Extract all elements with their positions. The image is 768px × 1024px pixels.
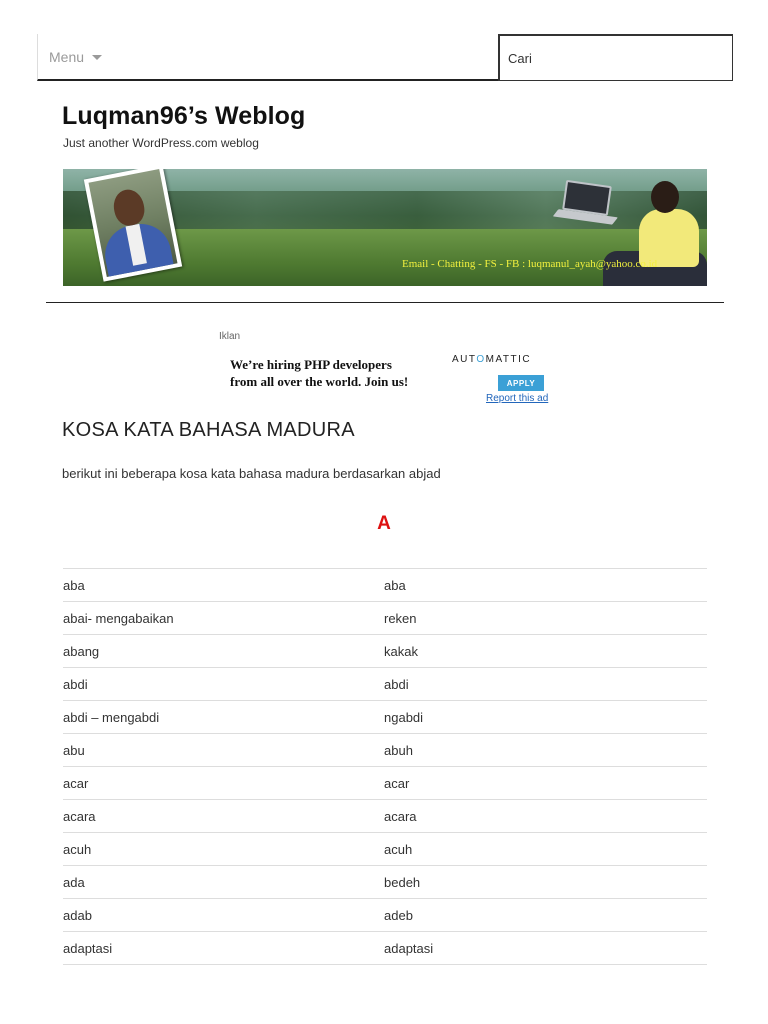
indonesian-word: abang — [63, 635, 384, 668]
indonesian-word: abdi — [63, 668, 384, 701]
madurese-word: abuh — [384, 734, 707, 767]
search-input[interactable] — [508, 51, 732, 66]
ad-brand-logo[interactable] — [452, 354, 531, 365]
table-row — [63, 734, 707, 767]
top-bar — [37, 34, 733, 81]
ad-brand-pre: AUT — [452, 354, 477, 365]
madurese-word: bedeh — [384, 866, 707, 899]
table-row — [63, 932, 707, 965]
portrait-inner — [89, 169, 178, 277]
indonesian-word: aba — [63, 569, 384, 602]
letter-heading: A — [377, 513, 391, 534]
menu-toggle[interactable] — [37, 34, 498, 81]
indonesian-word: adaptasi — [63, 932, 384, 965]
ad-label: Iklan — [219, 331, 241, 342]
madurese-word: acuh — [384, 833, 707, 866]
portrait-head — [111, 187, 147, 228]
madurese-word: ngabdi — [384, 701, 707, 734]
ad-text-line2: from all over the world. Join us! — [230, 374, 409, 389]
indonesian-word: acuh — [63, 833, 384, 866]
madurese-word: adeb — [384, 899, 707, 932]
indonesian-word: abu — [63, 734, 384, 767]
header-banner[interactable] — [63, 169, 707, 286]
indonesian-word: abdi – mengabdi — [63, 701, 384, 734]
indonesian-word: ada — [63, 866, 384, 899]
table-row — [63, 635, 707, 668]
madurese-word: acara — [384, 800, 707, 833]
indonesian-word: acar — [63, 767, 384, 800]
report-ad-link[interactable]: Report this ad — [486, 393, 549, 404]
table-row — [63, 569, 707, 602]
table-row — [63, 701, 707, 734]
menu-label: Menu — [49, 48, 85, 65]
ad-brand-post: MATTIC — [485, 354, 532, 365]
post-intro: berikut ini beberapa kosa kata bahasa madura berdasarkan abjad — [62, 466, 441, 481]
ad-text[interactable] — [230, 356, 408, 390]
vocabulary-table — [63, 568, 707, 965]
madurese-word: acar — [384, 767, 707, 800]
madurese-word: abdi — [384, 668, 707, 701]
post-title: KOSA KATA BAHASA MADURA — [62, 419, 355, 441]
vocabulary-table-body — [63, 569, 707, 965]
search-box[interactable] — [498, 34, 733, 81]
site-tagline: Just another WordPress.com weblog — [63, 136, 259, 150]
ad-brand-o: O — [476, 354, 486, 365]
madurese-word: aba — [384, 569, 707, 602]
caret-down-icon — [92, 55, 102, 60]
ad-apply-button[interactable]: APPLY — [498, 375, 544, 391]
madurese-word: kakak — [384, 635, 707, 668]
table-row — [63, 767, 707, 800]
madurese-word: reken — [384, 602, 707, 635]
indonesian-word: acara — [63, 800, 384, 833]
table-row — [63, 866, 707, 899]
table-row — [63, 899, 707, 932]
header-divider — [46, 302, 724, 303]
table-row — [63, 668, 707, 701]
indonesian-word: adab — [63, 899, 384, 932]
table-row — [63, 602, 707, 635]
person-head — [651, 181, 679, 213]
table-row — [63, 800, 707, 833]
ad-text-line1: We’re hiring PHP developers — [230, 357, 392, 372]
site-title[interactable]: Luqman96’s Weblog — [62, 102, 306, 130]
banner-caption: Email - Chatting - FS - FB : luqmanul_ayah@yahoo.co.id — [402, 258, 658, 270]
table-row — [63, 833, 707, 866]
madurese-word: adaptasi — [384, 932, 707, 965]
indonesian-word: abai- mengabaikan — [63, 602, 384, 635]
